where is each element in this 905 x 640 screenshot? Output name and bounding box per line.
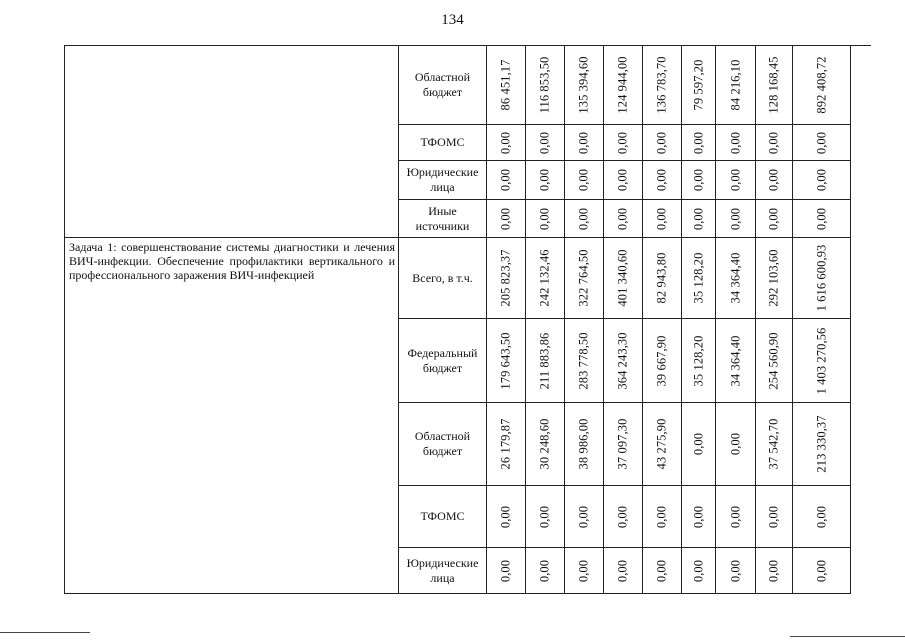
total-cell: 0,00 (793, 486, 851, 548)
table-row (399, 238, 871, 319)
value-cell: 292 103,60 (756, 238, 793, 319)
value-cell: 0,00 (756, 548, 793, 594)
scan-edge-line (0, 632, 90, 633)
value-cell: 211 883,86 (526, 319, 565, 403)
value-cell: 0,00 (487, 161, 526, 200)
value-cell: 254 560,90 (756, 319, 793, 403)
value-cell: 37 542,70 (756, 403, 793, 486)
value-cell: 38 986,00 (565, 403, 604, 486)
value-cell: 37 097,30 (604, 403, 643, 486)
value-cell: 0,00 (682, 486, 716, 548)
value-cell: 34 364,40 (716, 238, 756, 319)
value-cell: 0,00 (716, 125, 756, 161)
page-number: 134 (441, 12, 464, 28)
value-cell: 0,00 (716, 548, 756, 594)
total-cell: 892 408,72 (793, 46, 851, 125)
value-cell: 0,00 (526, 161, 565, 200)
table-row (399, 161, 871, 200)
value-cell: 0,00 (716, 403, 756, 486)
scan-edge-line (790, 636, 905, 637)
table-row (399, 548, 871, 594)
total-cell: 0,00 (793, 161, 851, 200)
value-cell: 128 168,45 (756, 46, 793, 125)
value-cell: 136 783,70 (643, 46, 682, 125)
value-cell: 86 451,17 (487, 46, 526, 125)
source-label: Всего, в т.ч. (399, 238, 487, 319)
total-cell: 213 330,37 (793, 403, 851, 486)
value-cell: 364 243,30 (604, 319, 643, 403)
value-cell: 401 340,60 (604, 238, 643, 319)
value-cell: 0,00 (565, 200, 604, 238)
value-cell: 82 943,80 (643, 238, 682, 319)
value-cell: 0,00 (643, 161, 682, 200)
value-cell: 34 364,40 (716, 319, 756, 403)
value-cell: 0,00 (604, 548, 643, 594)
value-cell: 0,00 (716, 200, 756, 238)
value-cell: 0,00 (526, 125, 565, 161)
value-cell: 0,00 (487, 548, 526, 594)
value-cell: 135 394,60 (565, 46, 604, 125)
value-cell: 242 132,46 (526, 238, 565, 319)
table-row (399, 486, 871, 548)
value-cell: 0,00 (487, 200, 526, 238)
value-cell: 30 248,60 (526, 403, 565, 486)
value-cell: 0,00 (756, 486, 793, 548)
value-cell: 205 823,37 (487, 238, 526, 319)
value-cell: 0,00 (756, 125, 793, 161)
value-cell: 79 597,20 (682, 46, 716, 125)
budget-table (64, 45, 871, 594)
value-cell: 322 764,50 (565, 238, 604, 319)
value-cell: 0,00 (756, 161, 793, 200)
value-cell: 35 128,20 (682, 238, 716, 319)
total-cell: 1 403 270,56 (793, 319, 851, 403)
value-cell: 0,00 (682, 403, 716, 486)
value-cell: 0,00 (682, 161, 716, 200)
value-cell: 0,00 (643, 125, 682, 161)
source-label: Юридические лица (399, 161, 487, 200)
total-cell: 0,00 (793, 200, 851, 238)
table-row (399, 200, 871, 238)
source-label: Областной бюджет (399, 46, 487, 125)
table-row (399, 125, 871, 161)
total-cell: 1 616 600,93 (793, 238, 851, 319)
value-cell: 0,00 (487, 125, 526, 161)
value-cell: 43 275,90 (643, 403, 682, 486)
value-cell: 0,00 (565, 486, 604, 548)
source-label: Федеральный бюджет (399, 319, 487, 403)
task-description: Задача 1: совершенствование системы диагностики и лечения ВИЧ-инфекции. Обеспечение профилактики вертикального и профессионального заражения ВИЧ-инфекцией (65, 238, 399, 594)
value-cell: 0,00 (643, 486, 682, 548)
value-cell: 0,00 (716, 486, 756, 548)
value-cell: 0,00 (604, 161, 643, 200)
value-cell: 0,00 (565, 548, 604, 594)
value-cell: 0,00 (487, 486, 526, 548)
source-label: Иные источники (399, 200, 487, 238)
value-cell: 0,00 (526, 486, 565, 548)
source-label: Юридические лица (399, 548, 487, 594)
table-row (399, 46, 871, 125)
value-cell: 0,00 (682, 125, 716, 161)
value-cell: 39 667,90 (643, 319, 682, 403)
source-label: ТФОМС (399, 125, 487, 161)
total-cell: 0,00 (793, 125, 851, 161)
value-cell: 26 179,87 (487, 403, 526, 486)
value-cell: 35 128,20 (682, 319, 716, 403)
value-cell: 283 778,50 (565, 319, 604, 403)
value-cell: 124 944,00 (604, 46, 643, 125)
value-cell: 0,00 (604, 486, 643, 548)
value-cell: 0,00 (682, 548, 716, 594)
source-label: Областной бюджет (399, 403, 487, 486)
value-cell: 0,00 (604, 125, 643, 161)
value-cell: 0,00 (526, 200, 565, 238)
source-label: ТФОМС (399, 486, 487, 548)
value-cell: 179 643,50 (487, 319, 526, 403)
value-cell: 0,00 (716, 161, 756, 200)
table-row (399, 403, 871, 486)
value-cell: 0,00 (643, 548, 682, 594)
continued-task-cell (65, 46, 399, 238)
value-cell: 0,00 (565, 125, 604, 161)
value-cell: 0,00 (643, 200, 682, 238)
value-cell: 0,00 (682, 200, 716, 238)
value-cell: 0,00 (526, 548, 565, 594)
value-cell: 0,00 (756, 200, 793, 238)
table-row (399, 319, 871, 403)
value-cell: 0,00 (565, 161, 604, 200)
total-cell: 0,00 (793, 548, 851, 594)
value-cell: 84 216,10 (716, 46, 756, 125)
value-cell: 116 853,50 (526, 46, 565, 125)
value-cell: 0,00 (604, 200, 643, 238)
